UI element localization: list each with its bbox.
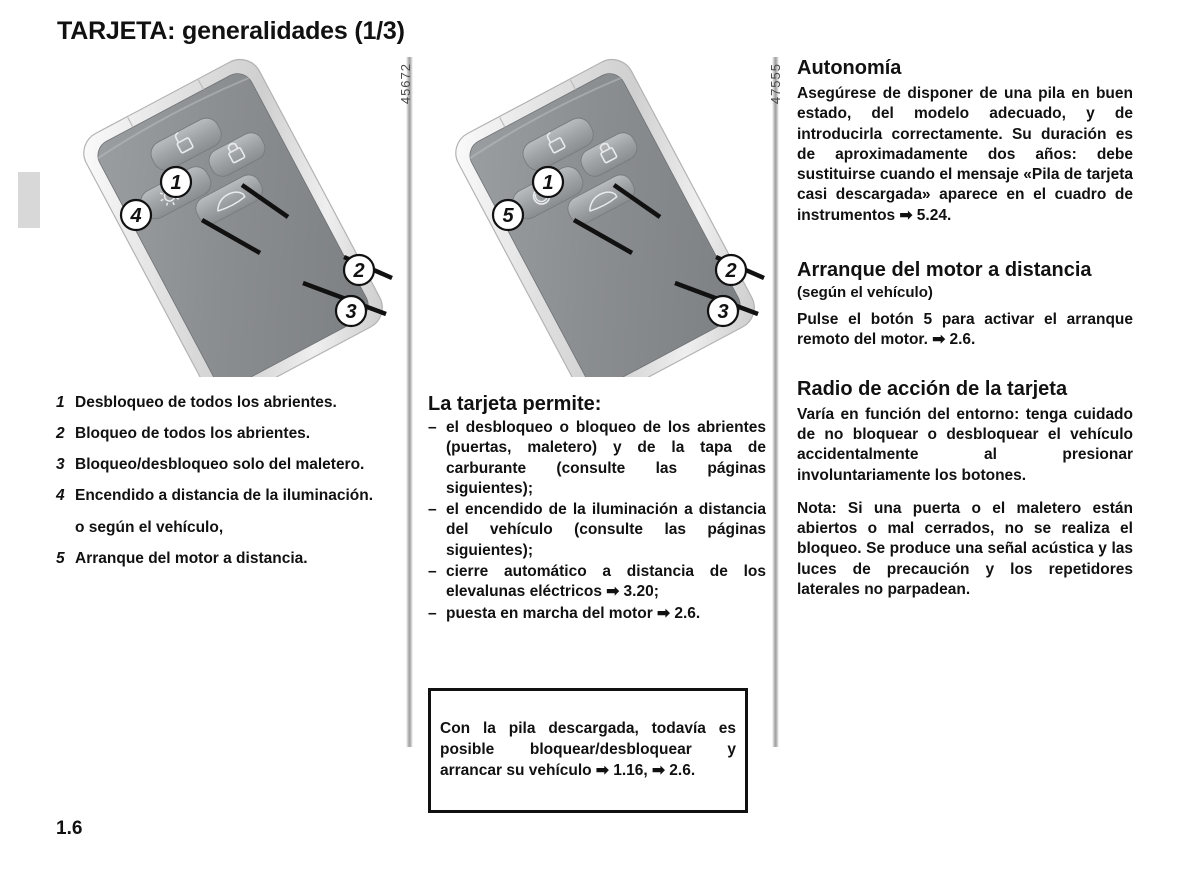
page-number: 1.6	[56, 818, 83, 839]
callout-2	[344, 255, 374, 285]
warning-note-box	[428, 688, 748, 813]
column-one	[56, 57, 413, 567]
item-text: Encendido a distancia de la iluminación.	[75, 487, 374, 505]
list-item	[428, 604, 766, 624]
section-body-radio: Varía en función del entorno: tenga cuidado de no bloquear o desbloquear el vehículo accidentalmente al presionar involuntariamente los botones.	[797, 405, 1133, 484]
list-item	[428, 500, 766, 561]
list-item	[56, 424, 396, 444]
capabilities-list	[428, 418, 766, 624]
callout-1	[161, 167, 191, 197]
section-body-radio-note: Nota: Si una puerta o el maletero están abiertos o mal cerrados, no se realiza el bloqueo. Se produce una señal acústica y las luces de precaución y los repetidores laterales no parpadean.	[797, 499, 1133, 599]
svg-text:3: 3	[345, 301, 357, 323]
page-title: TARJETA: generalidades (1/3)	[57, 17, 405, 45]
section-body-autonomia: Asegúrese de disponer de una pila en buen estado, del modelo adecuado, y de introducirla correctamente. Su duración es de aproximadamente dos años: debe sustituirse cuando el mensaje «Pila de tarjeta casi descargada» aparece en el cuadro de instrumentos ➡ 5.24.	[797, 85, 1133, 224]
list-item-text: puesta en marcha del motor ➡ 2.6.	[446, 604, 701, 622]
callout-1	[533, 167, 563, 197]
item-number: 4	[56, 487, 65, 505]
column-two	[428, 57, 783, 779]
list-item	[428, 418, 766, 499]
item-text: Arranque del motor a distancia.	[75, 549, 308, 567]
list-item	[56, 455, 396, 475]
figure-reference-number: 45672	[398, 63, 413, 105]
column-divider-1	[406, 57, 413, 747]
list-item	[56, 393, 396, 413]
item-number: 1	[56, 394, 65, 411]
section-heading: La tarjeta permite:	[428, 393, 602, 415]
figure-reference-number: 47555	[768, 63, 783, 105]
chapter-tab-marker	[18, 172, 40, 228]
list-item	[428, 562, 766, 603]
vehicle-variant-note: o según el vehículo,	[75, 518, 224, 536]
key-card-illustration-1	[56, 57, 396, 377]
dash-bullet: –	[428, 501, 437, 519]
figure-key-card-light	[56, 57, 413, 377]
svg-text:2: 2	[353, 260, 365, 282]
section-heading-arranque: Arranque del motor a distancia	[797, 259, 1092, 282]
note-box-text: Con la pila descargada, todavía es posible bloquear/desbloquear y arrancar su vehículo ➡ 1.16, ➡ 2.6.	[440, 720, 736, 779]
svg-text:1: 1	[542, 172, 554, 194]
list-item	[56, 549, 396, 569]
figure-key-card-remote-start	[428, 57, 783, 377]
list-item-text: cierre automático a distancia de los elevalunas eléctricos ➡ 3.20;	[446, 563, 766, 601]
card-capabilities-block	[428, 393, 766, 625]
svg-text:1: 1	[170, 172, 182, 194]
key-card-illustration-2	[428, 57, 766, 377]
list-item	[56, 486, 396, 506]
item-text: Desbloqueo de todos los abrientes.	[75, 394, 337, 411]
dash-bullet: –	[428, 604, 437, 622]
item-number: 2	[56, 425, 65, 443]
dash-bullet: –	[428, 419, 437, 436]
section-subheading-arranque: (según el vehículo)	[797, 284, 933, 302]
column-divider-2	[772, 57, 779, 747]
section-heading-autonomia: Autonomía	[797, 57, 902, 79]
item-number: 3	[56, 456, 65, 474]
numbered-legend-list	[56, 393, 396, 580]
section-heading-radio: Radio de acción de la tarjeta	[797, 377, 1068, 400]
callout-2	[716, 255, 746, 285]
callout-4	[121, 200, 151, 230]
item-text: Bloqueo/desbloqueo solo del maletero.	[75, 456, 365, 474]
svg-text:2: 2	[725, 260, 737, 282]
dash-bullet: –	[428, 563, 437, 581]
svg-text:5: 5	[502, 205, 514, 227]
list-item-text: el desbloqueo o bloqueo de los abrientes (puertas, maletero) y de la tapa de carburante (consulte las páginas siguientes);	[446, 419, 766, 497]
callout-5	[493, 200, 523, 230]
svg-text:3: 3	[717, 301, 729, 323]
callout-3	[336, 296, 366, 326]
list-item-text: el encendido de la iluminación a distancia del vehículo (consulte las páginas siguientes);	[446, 501, 766, 559]
right-column-sections	[797, 57, 1133, 600]
section-body-arranque: Pulse el botón 5 para activar el arranque remoto del motor. ➡ 2.6.	[797, 311, 1133, 349]
item-number: 5	[56, 549, 65, 567]
svg-text:4: 4	[130, 205, 142, 227]
item-text: Bloqueo de todos los abrientes.	[75, 425, 311, 443]
callout-3	[708, 296, 738, 326]
